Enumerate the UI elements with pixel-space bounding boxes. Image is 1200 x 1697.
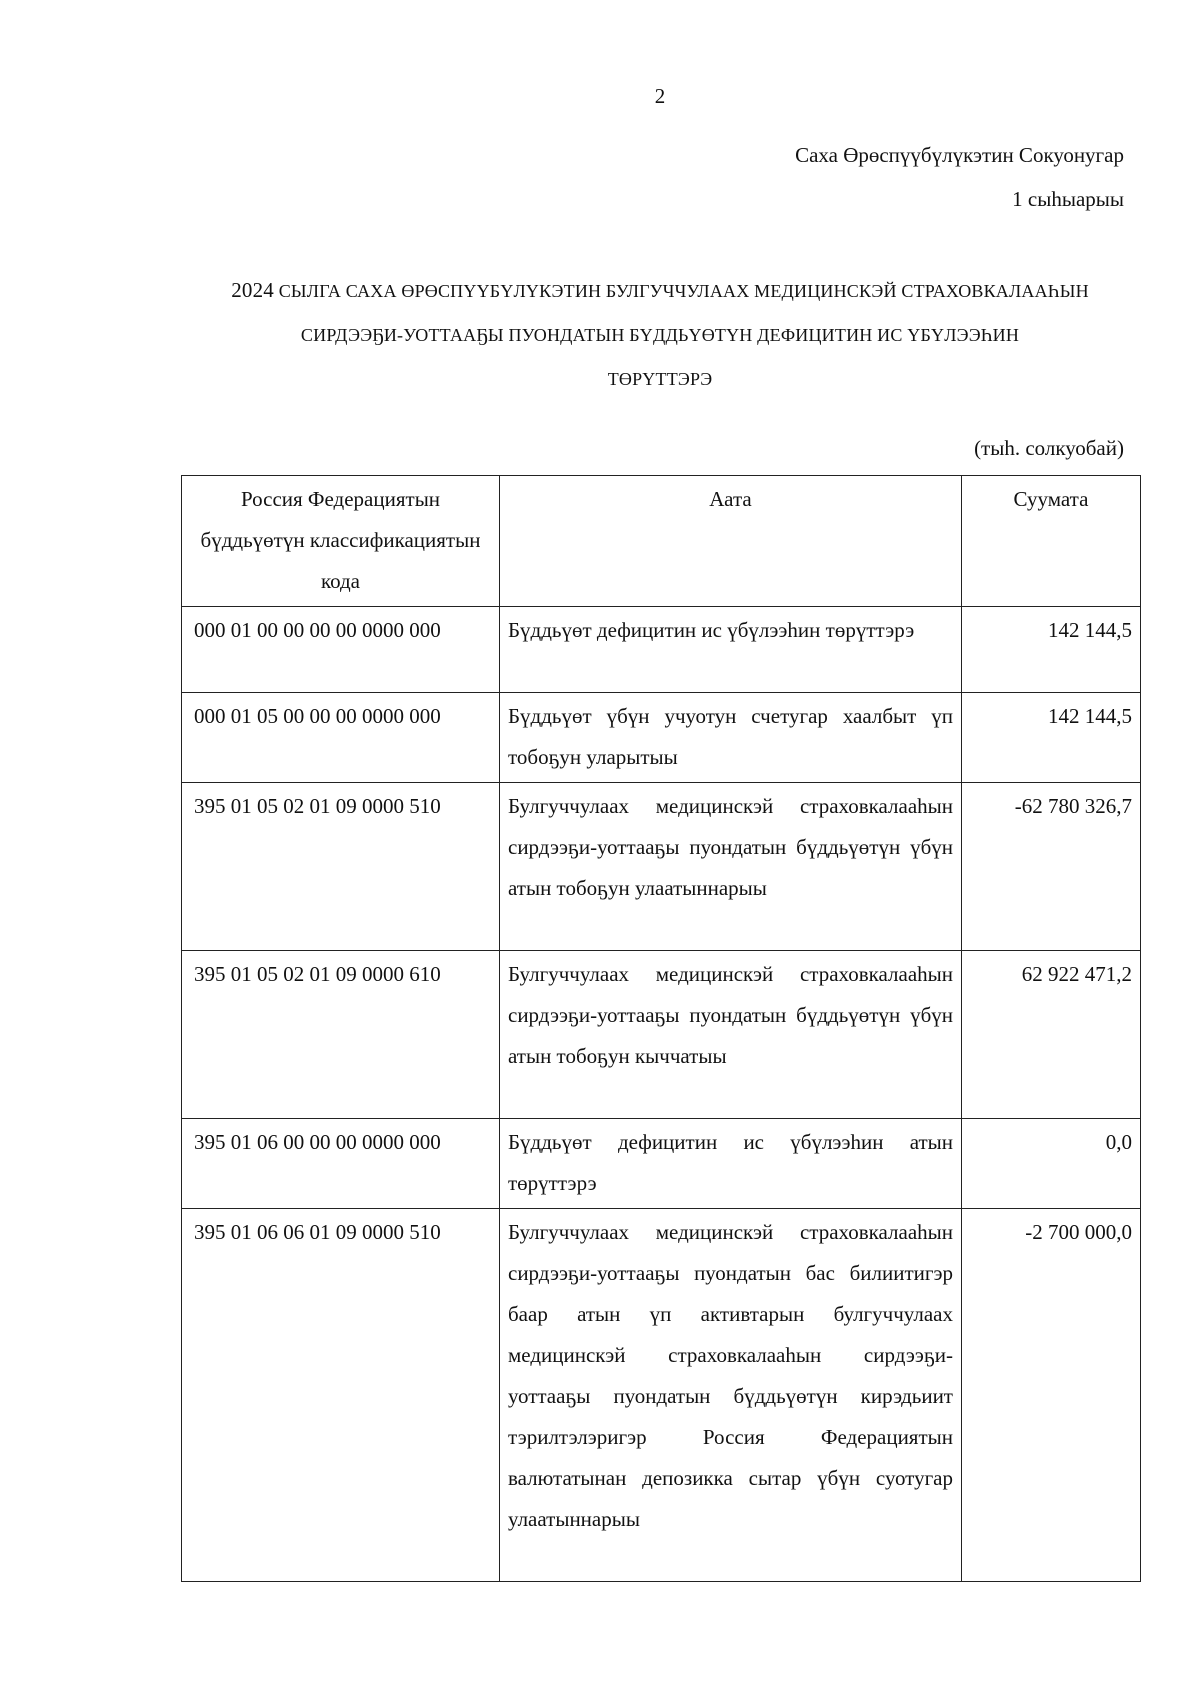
row-amount: 142 144,5 bbox=[962, 607, 1141, 693]
title-line-1 bbox=[150, 268, 1170, 313]
table-row bbox=[182, 607, 1141, 693]
row-code: 395 01 06 06 01 09 0000 510 bbox=[182, 1209, 500, 1582]
header-amount: Суумата bbox=[962, 476, 1141, 607]
row-amount: 62 922 471,2 bbox=[962, 951, 1141, 1119]
table-row bbox=[182, 1119, 1141, 1209]
title-line-1-text: СЫЛГА САХА ӨРӨСПҮҮБҮЛҮКЭТИН БУЛГУЧЧУЛААХ МЕДИЦИНСКЭЙ СТРАХОВКАЛААҺЫН bbox=[278, 281, 1089, 301]
table-header-row bbox=[182, 476, 1141, 607]
row-amount: 0,0 bbox=[962, 1119, 1141, 1209]
row-name: Булгуччулаах медицинскэй страховкалааһын сирдээҕи-уоттааҕы пуондатын бас билиитигэр баар атын үп активтарын булгуччулаах медицинскэй страховкалааһын сирдээҕи-уоттааҕы пуондатын бүддьүөтүн кирэдьиит тэрилтэлэригэр Россия Федерациятын валютатынан депозикка сытар үбүн суотугар улаатыннарыы bbox=[500, 1209, 962, 1582]
budget-sources-table bbox=[181, 475, 1141, 1582]
header-name: Аата bbox=[500, 476, 962, 607]
row-code: 395 01 05 02 01 09 0000 610 bbox=[182, 951, 500, 1119]
header-code: Россия Федерациятын бүддьүөтүн классификациятын кода bbox=[182, 476, 500, 607]
units-label: (тыһ. солкуобай) bbox=[974, 436, 1124, 460]
appendix-number: 1 сыһыарыы bbox=[1012, 187, 1124, 211]
row-amount: -2 700 000,0 bbox=[962, 1209, 1141, 1582]
appendix-law-reference: Саха Өрөспүүбүлүкэтин Сокуонугар bbox=[795, 143, 1124, 167]
row-amount: -62 780 326,7 bbox=[962, 783, 1141, 951]
row-name: Бүддьүөт дефицитин ис үбүлээһин төрүттэрэ bbox=[500, 607, 962, 693]
title-year: 2024 bbox=[231, 278, 274, 302]
title-line-2: СИРДЭЭҔИ-УОТТААҔЫ ПУОНДАТЫН БҮДДЬҮӨТҮН ДЕФИЦИТИН ИС ҮБҮЛЭЭҺИН bbox=[300, 325, 1020, 345]
title-line-3: ТӨРҮТТЭРЭ bbox=[607, 369, 713, 389]
row-amount: 142 144,5 bbox=[962, 693, 1141, 783]
table-row bbox=[182, 951, 1141, 1119]
table-row bbox=[182, 1209, 1141, 1582]
row-code: 000 01 00 00 00 00 0000 000 bbox=[182, 607, 500, 693]
row-code: 000 01 05 00 00 00 0000 000 bbox=[182, 693, 500, 783]
row-code: 395 01 05 02 01 09 0000 510 bbox=[182, 783, 500, 951]
row-name: Бүддьүөт дефицитин ис үбүлээһин атын төрүттэрэ bbox=[500, 1119, 962, 1209]
table-row bbox=[182, 693, 1141, 783]
page-number: 2 bbox=[654, 84, 666, 108]
table-row bbox=[182, 783, 1141, 951]
row-name: Бүддьүөт үбүн учуотун счетугар хаалбыт үп тобоҕун уларытыы bbox=[500, 693, 962, 783]
row-name: Булгуччулаах медицинскэй страховкалааһын сирдээҕи-уоттааҕы пуондатын бүддьүөтүн үбүн атын тобоҕун улаатыннарыы bbox=[500, 783, 962, 951]
row-code: 395 01 06 00 00 00 0000 000 bbox=[182, 1119, 500, 1209]
row-name: Булгуччулаах медицинскэй страховкалааһын сирдээҕи-уоттааҕы пуондатын бүддьүөтүн үбүн атын тобоҕун кыччатыы bbox=[500, 951, 962, 1119]
document-title bbox=[150, 268, 1170, 401]
